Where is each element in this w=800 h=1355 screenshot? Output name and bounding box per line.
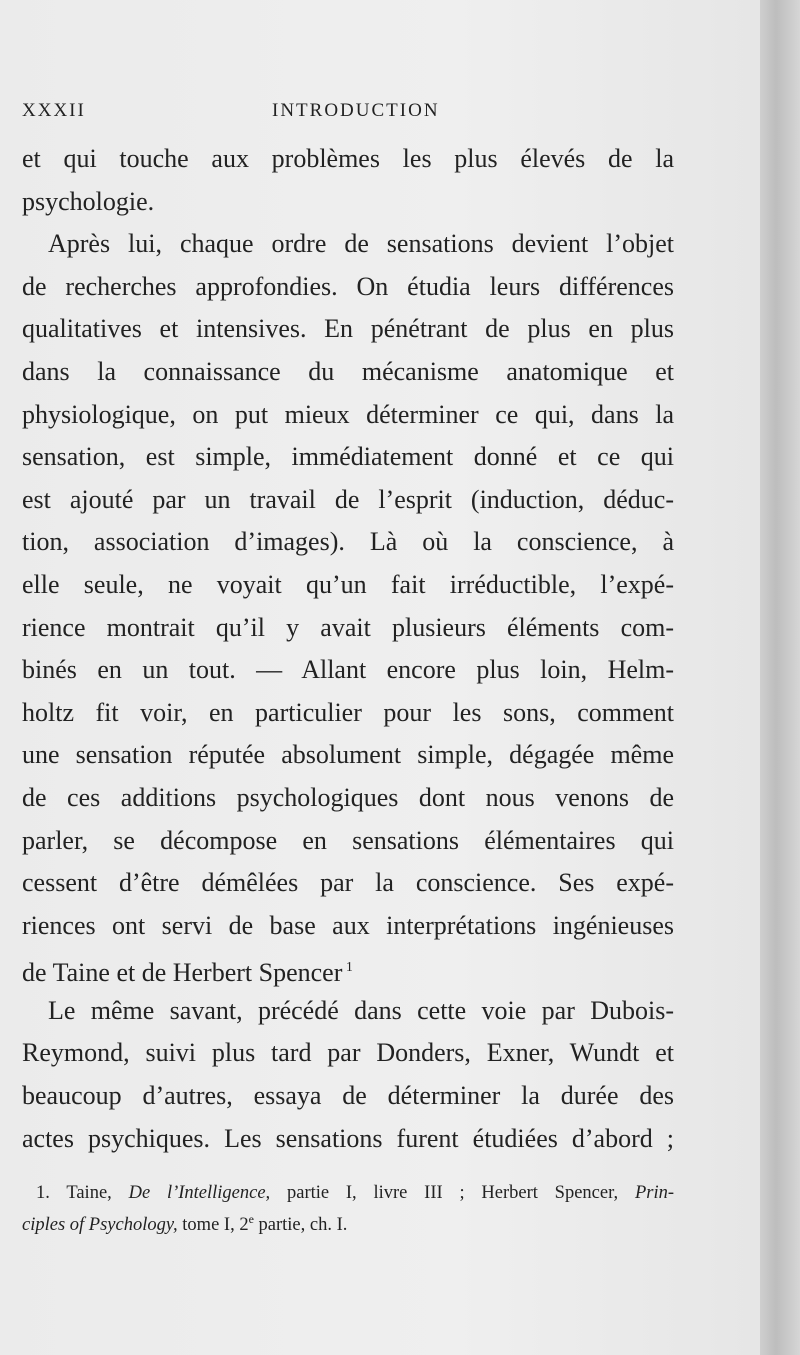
text-line	[22, 308, 674, 351]
text-line	[22, 607, 674, 650]
text-line	[22, 777, 674, 820]
text-line-content: de Taine et de Herbert Spencer	[22, 958, 343, 988]
text-line-content: elle seule, ne voyait qu’un fait irréductible, l’expé-	[22, 569, 674, 599]
text-line	[22, 734, 674, 777]
running-title: INTRODUCTION	[272, 100, 440, 121]
text-line-content: parler, se décompose en sensations élémentaires qui	[22, 825, 674, 855]
text-line-content: et qui touche aux problèmes les plus élevés de la	[22, 144, 674, 173]
text-line	[22, 351, 674, 394]
text-line-content: psychologie.	[22, 186, 155, 216]
text-line	[22, 138, 674, 181]
text-line	[22, 479, 674, 522]
text-line-content: de recherches approfondies. On étudia leurs différences	[22, 271, 674, 301]
text-line-content: Reymond, suivi plus tard par Donders, Exner, Wundt et	[22, 1038, 674, 1068]
footnote-ref: 1	[342, 960, 353, 976]
text-line-content: est ajouté par un travail de l’esprit (induction, déduc-	[22, 484, 674, 514]
text-line	[22, 1032, 674, 1075]
footnotes	[22, 1180, 674, 1235]
text-line-content: riences ont servi de base aux interprétations ingénieuses	[22, 910, 674, 940]
text-line	[22, 990, 674, 1033]
footnote-marker: 1.	[36, 1183, 50, 1203]
page-edge	[760, 0, 800, 1355]
text-line	[22, 1118, 674, 1161]
text-line	[22, 181, 674, 224]
footnote-line	[22, 1180, 674, 1206]
text-line	[22, 223, 674, 266]
text-line-content: holtz fit voir, en particulier pour les sons, comment	[22, 697, 674, 727]
text-line-content: binés en un tout. — Allant encore plus loin, Helm-	[22, 655, 674, 685]
text-line-content: cessent d’être démêlées par la conscience. Ses expé-	[22, 868, 674, 898]
text-line	[22, 905, 674, 948]
footnote-text: partie, ch. I.	[253, 1215, 348, 1235]
text-line-content: beaucoup d’autres, essaya de déterminer la durée des	[22, 1081, 674, 1111]
footnote-text: Taine,	[49, 1183, 129, 1203]
text-line	[22, 947, 674, 990]
footnote-text: tome I, 2	[177, 1215, 249, 1235]
text-line-content: tion, association d’images). Là où la conscience, à	[22, 527, 674, 557]
body-text	[22, 138, 674, 1160]
text-line	[22, 266, 674, 309]
text-line-content: Le même savant, précédé dans cette voie par Dubois-	[48, 995, 674, 1025]
text-line	[22, 521, 674, 564]
footnote-text: e	[248, 1212, 254, 1226]
text-line-content: qualitatives et intensives. En pénétrant de plus en plus	[22, 314, 674, 344]
running-head	[22, 100, 674, 130]
text-line	[22, 1075, 674, 1118]
text-line	[22, 692, 674, 735]
text-line-content: dans la connaissance du mécanisme anatomique et	[22, 356, 674, 386]
footnote-text: Prin-	[634, 1183, 674, 1203]
text-line	[22, 820, 674, 863]
footnote-text: ciples of Psychology,	[22, 1215, 178, 1235]
text-line-content: Après lui, chaque ordre de sensations devient l’objet	[48, 229, 674, 259]
text-line-content: sensation, est simple, immédiatement donné et ce qui	[22, 442, 674, 472]
text-line	[22, 436, 674, 479]
footnote-text: De l’Intelligence,	[128, 1183, 271, 1203]
text-line	[22, 564, 674, 607]
text-line	[22, 649, 674, 692]
text-line	[22, 862, 674, 905]
footnote-text: partie I, livre III ; Herbert Spencer,	[270, 1183, 635, 1203]
text-line-content: physiologique, on put mieux déterminer ce qui, dans la	[22, 399, 674, 429]
text-line-content: de ces additions psychologiques dont nous venons de	[22, 782, 674, 812]
text-line	[22, 394, 674, 437]
text-line-content: rience montrait qu’il y avait plusieurs éléments com-	[22, 612, 674, 642]
page-number: XXXII	[22, 100, 86, 121]
text-line-content: actes psychiques. Les sensations furent étudiées d’abord ;	[22, 1123, 674, 1153]
text-line-content: une sensation réputée absolument simple, dégagée même	[22, 740, 674, 770]
footnote-line	[22, 1206, 674, 1235]
